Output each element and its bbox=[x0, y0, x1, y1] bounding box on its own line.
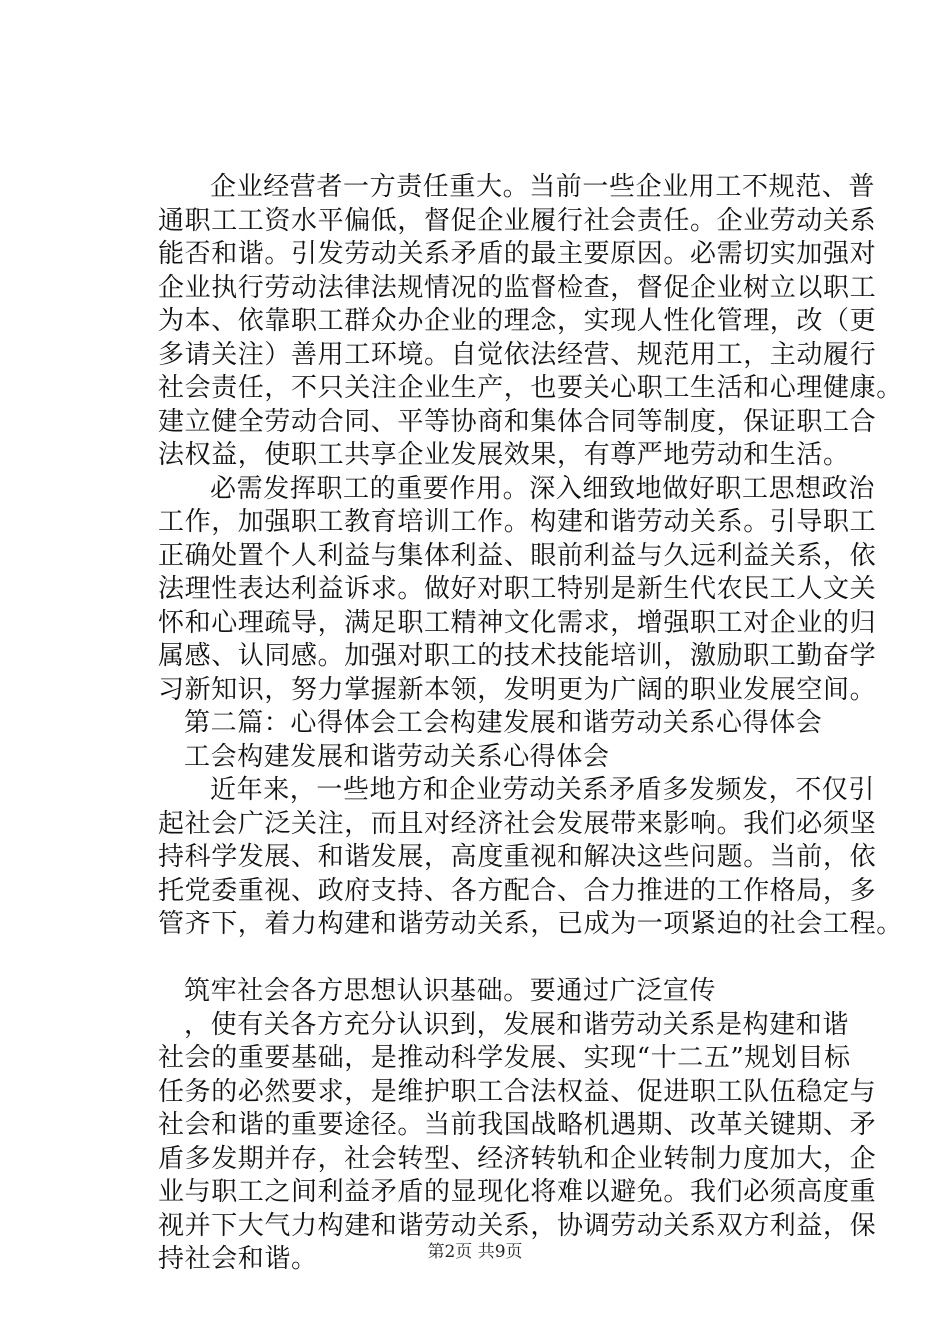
section-heading: 第二篇：心得体会工会构建发展和谐劳动关系心得体会 bbox=[184, 708, 823, 738]
document-body bbox=[158, 171, 903, 1277]
text-line: 社会的重要基础，是推动科学发展、实现“十二五”规划目标 bbox=[158, 1043, 851, 1073]
text-line: 企业经营者一方责任重大。当前一些企业用工不规范、普 bbox=[210, 172, 876, 202]
text-line: 托党委重视、政府支持、各方配合、合力推进的工作格局，多 bbox=[158, 875, 877, 906]
text-line: 近年来，一些地方和企业劳动关系矛盾多发频发，不仅引 bbox=[210, 775, 876, 805]
text-line: 必需发挥职工的重要作用。深入细致地做好职工思想政治 bbox=[210, 473, 876, 504]
section-subheading: 工会构建发展和谐劳动关系心得体会 bbox=[184, 741, 610, 772]
text-line: 工作，加强职工教育培训工作。构建和谐劳动关系。引导职工 bbox=[158, 507, 877, 537]
text-line: 通职工工资水平偏低，督促企业履行社会责任。企业劳动关系 bbox=[158, 205, 877, 236]
text-line: 筑牢社会各方思想认识基础。要通过广泛宣传 bbox=[184, 976, 717, 1006]
paragraph-gap bbox=[158, 942, 858, 976]
text-line: 怀和心理疏导，满足职工精神文化需求，增强职工对企业的归 bbox=[158, 607, 877, 638]
text-line: 正确处置个人利益与集体利益、眼前利益与久远利益关系，依 bbox=[158, 540, 877, 571]
text-line: 企业执行劳动法律法规情况的监督检查，督促企业树立以职工 bbox=[158, 272, 877, 303]
text-line: 持社会和谐。 bbox=[158, 1244, 318, 1274]
page-number-footer: 第2页 共9页 bbox=[427, 1242, 523, 1262]
text-line: ，使有关各方充分认识到，发展和谐劳动关系是构建和谐 bbox=[184, 1009, 850, 1040]
text-line: 管齐下，着力构建和谐劳动关系，已成为一项紧迫的社会工程。 bbox=[158, 909, 903, 939]
text-line: 盾多发期并存，社会转型、经济转轨和企业转制力度加大，企 bbox=[158, 1143, 877, 1174]
text-line: 社会和谐的重要途径。当前我国战略机遇期、改革关键期、矛 bbox=[158, 1110, 877, 1140]
text-line: 持科学发展、和谐发展，高度重视和解决这些问题。当前，依 bbox=[158, 842, 877, 872]
text-line: 法权益，使职工共享企业发展效果，有尊严地劳动和生活。 bbox=[158, 440, 850, 470]
text-line: 属感、认同感。加强对职工的技术技能培训，激励职工勤奋学 bbox=[158, 641, 877, 671]
text-line: 为本、依靠职工群众办企业的理念，实现人性化管理，改（更 bbox=[158, 306, 877, 336]
text-line: 法理性表达利益诉求。做好对职工特别是新生代农民工人文关 bbox=[158, 574, 877, 604]
text-line: 业与职工之间利益矛盾的显现化将难以避免。我们必须高度重 bbox=[158, 1177, 877, 1207]
text-line: 能否和谐。引发劳动关系矛盾的最主要原因。必需切实加强对 bbox=[158, 239, 877, 269]
text-line: 起社会广泛关注，而且对经济社会发展带来影响。我们必须坚 bbox=[158, 808, 877, 839]
text-line: 任务的必然要求，是维护职工合法权益、促进职工队伍稳定与 bbox=[158, 1076, 877, 1107]
text-line: 建立健全劳动合同、平等协商和集体合同等制度，保证职工合 bbox=[158, 406, 877, 437]
text-line: 多请关注）善用工环境。自觉依法经营、规范用工，主动履行 bbox=[158, 339, 877, 370]
text-line: 社会责任，不只关注企业生产，也要关心职工生活和心理健康。 bbox=[158, 373, 903, 403]
text-line: 视并下大气力构建和谐劳动关系，协调劳动关系双方利益，保 bbox=[158, 1210, 877, 1241]
text-line: 习新知识，努力掌握新本领，发明更为广阔的职业发展空间。 bbox=[158, 674, 877, 705]
